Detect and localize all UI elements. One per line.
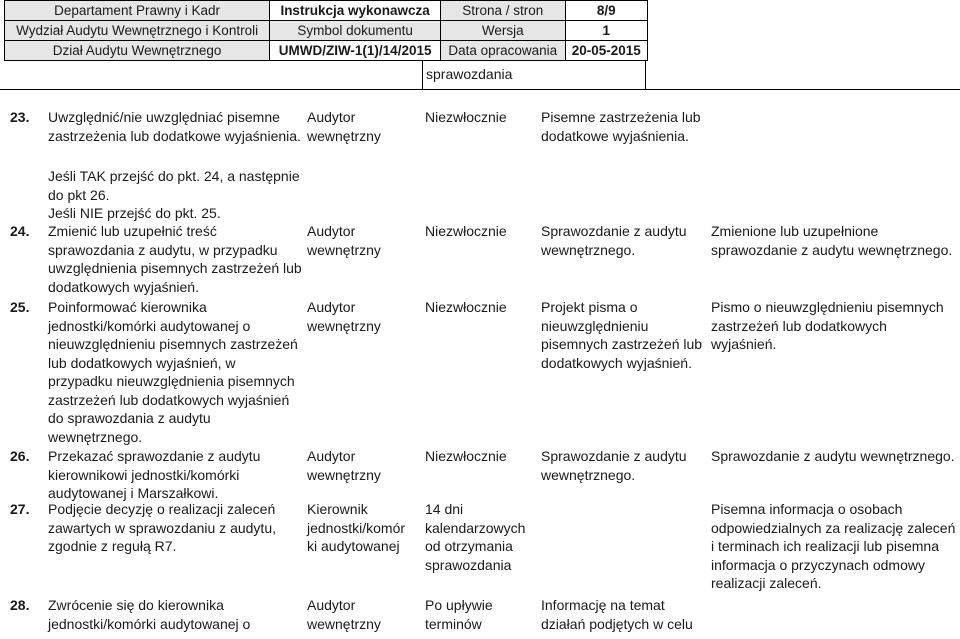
cell-who-line: Audytor <box>307 448 356 464</box>
header-date-label: Data opracowania <box>441 41 565 61</box>
cell-who-line: Audytor <box>307 597 356 613</box>
cell-output-line: realizacji zaleceń. <box>711 575 822 591</box>
cell-output-line: Sprawozdanie z audytu wewnętrznego. <box>711 448 955 464</box>
column-divider <box>422 60 423 90</box>
cell-input-line: wewnętrznego. <box>541 466 636 483</box>
cell-action-line: wewnętrznego. <box>48 428 143 445</box>
cell-when-line: 14 dni <box>425 501 464 517</box>
cell-when-line: Niezwłocznie <box>425 109 507 125</box>
cell-action-line: zastrzeżenia lub dodatkowe wyjaśnienia. <box>48 127 301 144</box>
header-symbol-label: Symbol dokumentu <box>270 21 441 41</box>
document-header-table <box>4 0 648 61</box>
header-date-value: 20-05-2015 <box>565 41 647 61</box>
cell-when-line: kalendarzowych <box>425 519 526 536</box>
cell-input-line: wewnętrznego. <box>541 241 636 258</box>
cell-action-line: audytowanej i Marszałkowi. <box>48 485 219 501</box>
cell-action-line: zgodnie z regułą R7. <box>48 538 177 554</box>
column-divider <box>645 60 646 90</box>
cell-action-line: uwzględnienia pisemnych zastrzeżeń lub <box>48 260 302 276</box>
cell-output-line: sprawozdanie z audytu wewnętrznego. <box>711 241 953 258</box>
cell-when-line: od otrzymania <box>425 538 513 554</box>
cell-action-line: dodatkowych wyjaśnień. <box>48 278 199 295</box>
cell-input-line: Pisemne zastrzeżenia lub <box>541 109 701 125</box>
step-number: 23. <box>10 109 30 125</box>
cell-output-line: i terminach ich realizacji lub pisemna <box>711 538 939 554</box>
cell-action-line: Zmienić lub uzupełnić treść <box>48 223 217 239</box>
cell-output-line: Pismo o nieuwzględnieniu pisemnych <box>711 299 944 315</box>
cell-input-line: dodatkowe wyjaśnienia. <box>541 127 689 144</box>
cell-when-line: Po upływie <box>425 597 493 613</box>
header-page-label: Strona / stron <box>441 1 565 21</box>
cell-action-line: przypadku nieuwzględnienia pisemnych <box>48 373 295 389</box>
cell-input-line: Sprawozdanie z audytu <box>541 223 687 239</box>
top-fragment: sprawozdania <box>426 66 513 82</box>
step-number: 25. <box>10 299 30 315</box>
cell-when-line: Niezwłocznie <box>425 299 507 315</box>
cell-output-line: wyjaśnień. <box>711 336 777 352</box>
cell-action-line: Podjęcie decyzję o realizacji zaleceń <box>48 501 276 517</box>
cell-who-line: wewnętrzny <box>307 127 381 144</box>
cell-action-line: lub dodatkowych wyjaśnień, w <box>48 354 236 371</box>
cell-output-line: informacja o przyczynach odmowy <box>711 556 925 573</box>
cell-action-line: jednostki/komórki audytowanej o <box>48 615 251 632</box>
cell-when-line: terminów <box>425 615 482 632</box>
header-doc-type: Instrukcja wykonawcza <box>270 1 441 21</box>
cell-action-line: sprawozdania z audytu, w przypadku <box>48 241 278 258</box>
cell-when-line: Niezwłocznie <box>425 448 507 464</box>
cell-action-line: Przekazać sprawozdanie z audytu <box>48 448 261 464</box>
cell-action-line: Jeśli NIE przejść do pkt. 25. <box>48 205 221 221</box>
cell-action-line: Poinformować kierownika <box>48 299 207 315</box>
cell-input-line: Informację na temat <box>541 597 665 613</box>
header-section: Dział Audytu Wewnętrznego <box>5 41 270 61</box>
step-number: 28. <box>10 597 30 613</box>
cell-when-line: sprawozdania <box>425 556 512 573</box>
cell-input-line: działań podjętych w celu <box>541 615 693 632</box>
cell-action-line: zastrzeżeń lub dodatkowych wyjaśnień <box>48 391 290 408</box>
header-version-value: 1 <box>565 21 647 41</box>
cell-output-line: zastrzeżeń lub dodatkowych <box>711 317 887 334</box>
step-number: 27. <box>10 501 30 517</box>
cell-who-line: wewnętrzny <box>307 317 381 334</box>
cell-input-line: pisemnych zastrzeżeń lub <box>541 336 703 352</box>
cell-input-line: dodatkowych wyjaśnień. <box>541 354 692 371</box>
cell-input-line: Projekt pisma o <box>541 299 638 315</box>
cell-who-line: wewnętrzny <box>307 466 381 483</box>
cell-action-line: do pkt 26. <box>48 186 110 203</box>
header-symbol-value: UMWD/ZIW-1(1)/14/2015 <box>270 41 441 61</box>
cell-action-line: nieuwzględnieniu pisemnych zastrzeżeń <box>48 336 298 352</box>
cell-who-line: Audytor <box>307 109 356 125</box>
cell-output-line: odpowiedzialnych za realizację zaleceń <box>711 519 956 536</box>
cell-output-line: Zmienione lub uzupełnione <box>711 223 879 239</box>
cell-action-line: do sprawozdania z audytu <box>48 410 211 426</box>
header-division: Wydział Audytu Wewnętrznego i Kontroli <box>5 21 270 41</box>
header-version-label: Wersja <box>441 21 565 41</box>
step-number: 24. <box>10 223 30 239</box>
cell-action-line: Uwzględnić/nie uwzględniać pisemne <box>48 109 280 125</box>
cell-who-line: jednostki/komór <box>307 519 406 536</box>
header-department: Departament Prawny i Kadr <box>5 1 270 21</box>
cell-who-line: Audytor <box>307 223 356 239</box>
cell-input-line: nieuwzględnieniu <box>541 317 649 334</box>
cell-who-line: ki audytowanej <box>307 538 400 554</box>
header-page-value: 8/9 <box>565 1 647 21</box>
step-number: 26. <box>10 448 30 464</box>
cell-who-line: Kierownik <box>307 501 368 517</box>
cell-when-line: Niezwłocznie <box>425 223 507 239</box>
cell-action-line: Zwrócenie się do kierownika <box>48 597 224 613</box>
top-rule <box>0 89 960 90</box>
cell-action-line: jednostki/komórki audytowanej o <box>48 317 251 334</box>
cell-action-line: zawartych w sprawozdaniu z audytu, <box>48 519 276 536</box>
cell-who-line: wewnętrzny <box>307 241 381 258</box>
cell-input-line: Sprawozdanie z audytu <box>541 448 687 464</box>
cell-action-line: kierownikowi jednostki/komórki <box>48 466 240 483</box>
cell-action-line: Jeśli TAK przejść do pkt. 24, a następnie <box>48 168 300 184</box>
cell-who-line: Audytor <box>307 299 356 315</box>
cell-output-line: Pisemna informacja o osobach <box>711 501 903 517</box>
cell-who-line: wewnętrzny <box>307 615 381 632</box>
